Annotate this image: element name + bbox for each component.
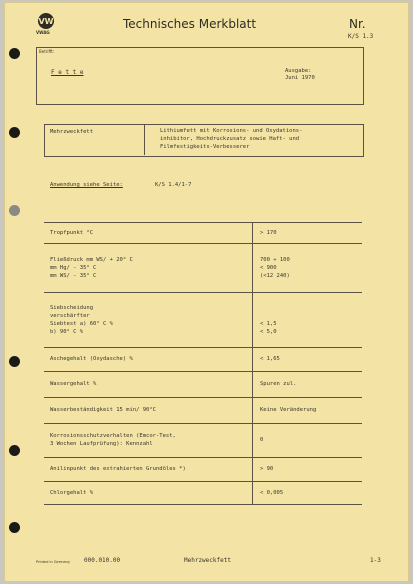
subject-text: F e t t e bbox=[51, 69, 84, 76]
page-number: 1-3 bbox=[370, 557, 381, 564]
table-cell-value: < 0,005 bbox=[260, 489, 284, 496]
table-cell-value: 0 bbox=[260, 437, 264, 443]
binder-hole bbox=[9, 127, 20, 138]
table-cell-value: 700 ÷ 100 bbox=[260, 256, 290, 263]
form-number: 000.010.00 bbox=[84, 557, 121, 564]
table-rule bbox=[44, 371, 362, 372]
table-divider bbox=[252, 222, 253, 504]
table-cell-label: Anilinpunkt des extrahierten Grundöles *) bbox=[50, 466, 186, 472]
table-cell-label: Siebtest a) 60° C % bbox=[50, 320, 113, 327]
table-rule bbox=[44, 292, 362, 293]
footer-title: Mehrzweckfett bbox=[184, 557, 231, 564]
table-cell-label: Fließdruck mm WS/ + 20° C bbox=[50, 256, 133, 263]
product-divider bbox=[144, 124, 145, 155]
table-rule bbox=[44, 481, 362, 482]
table-rule bbox=[44, 222, 362, 223]
table-cell-label: Aschegehalt (Oxydasche) % bbox=[50, 356, 133, 362]
binder-hole bbox=[9, 445, 20, 456]
table-cell-value: > 90 bbox=[260, 466, 274, 472]
table-cell-value: Keine Veränderung bbox=[260, 407, 317, 413]
anwendung-label: Anwendung siehe Seite: bbox=[50, 182, 123, 188]
table-cell-value: < 900 bbox=[260, 264, 277, 271]
table-cell-label: Wasserbeständigkeit 15 min/ 90°C bbox=[50, 407, 156, 413]
table-cell-label: Wassergehalt % bbox=[50, 381, 97, 387]
table-cell-label: Siebscheidung bbox=[50, 304, 94, 311]
table-rule bbox=[44, 504, 362, 505]
nr-label: Nr. bbox=[349, 17, 366, 31]
table-cell-value: Spuren zul. bbox=[260, 381, 297, 387]
betrifft-label: Betrifft: bbox=[39, 49, 55, 54]
product-name: Mehrzweckfett bbox=[50, 129, 94, 135]
product-description-line: inhibitor, Hochdruckzusatz sowie Haft- und bbox=[160, 136, 300, 142]
table-rule bbox=[44, 457, 362, 458]
vw-logo: VW bbox=[38, 13, 54, 29]
table-cell-label: 3 Wochen Laufprüfung): Kennzahl bbox=[50, 441, 153, 447]
table-cell-value: (<12 240) bbox=[260, 272, 290, 279]
anwendung-value: K/S 1.4/1-7 bbox=[155, 182, 192, 188]
table-cell-value: < 1,5 bbox=[260, 320, 277, 327]
table-cell-label: b) 90° C % bbox=[50, 328, 84, 335]
ausgabe-value: Juni 1970 bbox=[285, 75, 315, 81]
table-cell-label: Chlorgehalt % bbox=[50, 489, 94, 496]
table-rule bbox=[44, 423, 362, 424]
binder-hole bbox=[9, 522, 20, 533]
table-cell-value: < 5,0 bbox=[260, 328, 277, 335]
table-cell-label: Korrosionsschutzverhalten (Emcor-Test, bbox=[50, 433, 176, 439]
print-note: Printed in Germany bbox=[36, 560, 70, 564]
binder-hole bbox=[9, 205, 20, 216]
binder-hole bbox=[9, 356, 20, 367]
table-cell-value: > 170 bbox=[260, 229, 277, 236]
table-rule bbox=[44, 243, 362, 244]
table-cell-label: verschärfter bbox=[50, 312, 90, 319]
table-rule bbox=[44, 347, 362, 348]
product-description-line: Lithiumfett mit Korrosions- und Oxydations- bbox=[160, 128, 303, 134]
table-cell-label: mm Hg/ - 35° C bbox=[50, 264, 97, 271]
binder-hole bbox=[9, 48, 20, 59]
table-cell-label: mm WS/ - 35° C bbox=[50, 272, 97, 279]
product-description-line: Filmfestigkeits-Verbesserer bbox=[160, 144, 250, 150]
logo-caption: VWAG bbox=[36, 30, 50, 35]
nr-value: K/S 1.3 bbox=[348, 33, 374, 40]
document-title: Technisches Merkblatt bbox=[123, 17, 257, 31]
table-cell-value: < 1,65 bbox=[260, 356, 280, 362]
table-cell-label: Tropfpunkt °C bbox=[50, 229, 94, 236]
table-rule bbox=[44, 397, 362, 398]
ausgabe-label: Ausgabe: bbox=[285, 68, 312, 74]
